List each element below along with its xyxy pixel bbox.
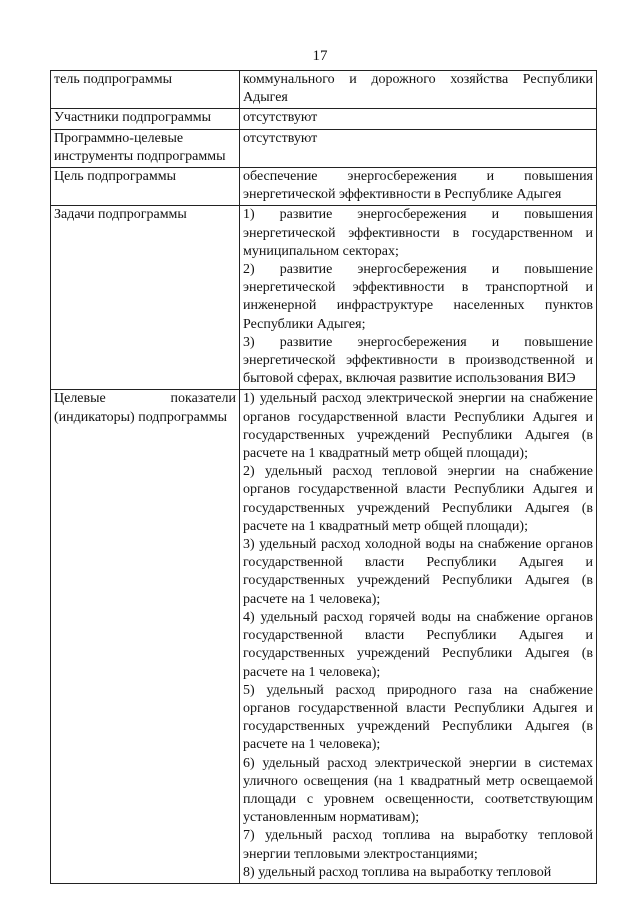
table-row: [51, 71, 597, 109]
value-paragraph: отсутствуют: [243, 130, 318, 146]
table-row: [51, 109, 597, 129]
value-paragraph: обеспечение энергосбережения и повышения энергетической эффективности в Республике Адыгея: [243, 169, 593, 203]
value-paragraph: 3) удельный расход холодной воды на снабжение органов государственной власти Республики Адыгея и государственных учреждений Республики Адыгея (в расчете на 1 человека);: [243, 537, 593, 607]
table-row: [51, 129, 597, 167]
row-value: [240, 206, 597, 390]
value-paragraph: 8) удельный расход топлива на выработку тепловой: [243, 864, 552, 880]
table-row: [51, 168, 597, 206]
value-paragraph: 7) удельный расход топлива на выработку тепловой энергии тепловыми электростанциями;: [243, 828, 593, 862]
subprogram-passport-table: [50, 70, 597, 884]
row-label: Задачи подпрограммы: [51, 206, 240, 390]
row-label: Целевые показатели (индикаторы) подпрограммы: [51, 390, 240, 883]
row-label: Участники подпрограммы: [51, 109, 240, 129]
row-label: Цель подпрограммы: [51, 168, 240, 206]
value-paragraph: 4) удельный расход горячей воды на снабжение органов государственной власти Республики Адыгея и государственных учреждений Республики Адыгея (в расчете на 1 человека);: [243, 609, 593, 680]
row-label: тель подпрограммы: [51, 71, 240, 109]
value-paragraph: 1) развитие энергосбережения и повышения энергетической эффективности в государственном и муниципальном секторах;: [243, 207, 593, 259]
row-value: [240, 168, 597, 206]
table-row: [51, 206, 597, 390]
row-value: [240, 71, 597, 109]
row-value: [240, 390, 597, 883]
value-paragraph: коммунального и дорожного хозяйства Республики Адыгея: [243, 72, 593, 106]
page-number: 17: [312, 48, 328, 64]
table-row: [51, 390, 597, 883]
passport-table-body: [51, 71, 597, 884]
value-paragraph: 1) удельный расход электрической энергии на снабжение органов государственной власти Республики Адыгея и государственных учреждений Республики Адыгея (в расчете на 1 квадратный метр общей площади);: [243, 391, 593, 462]
value-paragraph: 2) удельный расход тепловой энергии на снабжение органов государственной власти Республики Адыгея и государственных учреждений Республики Адыгея (в расчете на 1 квадратный метр общей площади);: [243, 464, 593, 534]
row-value: [240, 109, 597, 129]
value-paragraph: 5) удельный расход природного газа на снабжение органов государственной власти Республики Адыгея и государственных учреждений Республики Адыгея (в расчете на 1 человека);: [243, 682, 593, 753]
row-value: [240, 129, 597, 167]
value-paragraph: отсутствуют: [243, 110, 318, 126]
value-paragraph: 6) удельный расход электрической энергии в системах уличного освещения (на 1 квадратный метр освещаемой площади с уровнем освещенности, соответствующим установленным нормативам);: [243, 755, 593, 826]
value-paragraph: 2) развитие энергосбережения и повышение энергетической эффективности в транспортной и инженерной инфраструктуре населенных пунктов Республики Адыгея;: [243, 262, 593, 332]
row-label: Программно-целевые инструменты подпрограммы: [51, 129, 240, 167]
value-paragraph: 3) развитие энергосбережения и повышение энергетической эффективности в производственной и бытовой сферах, включая развитие использования ВИЭ: [243, 334, 593, 387]
